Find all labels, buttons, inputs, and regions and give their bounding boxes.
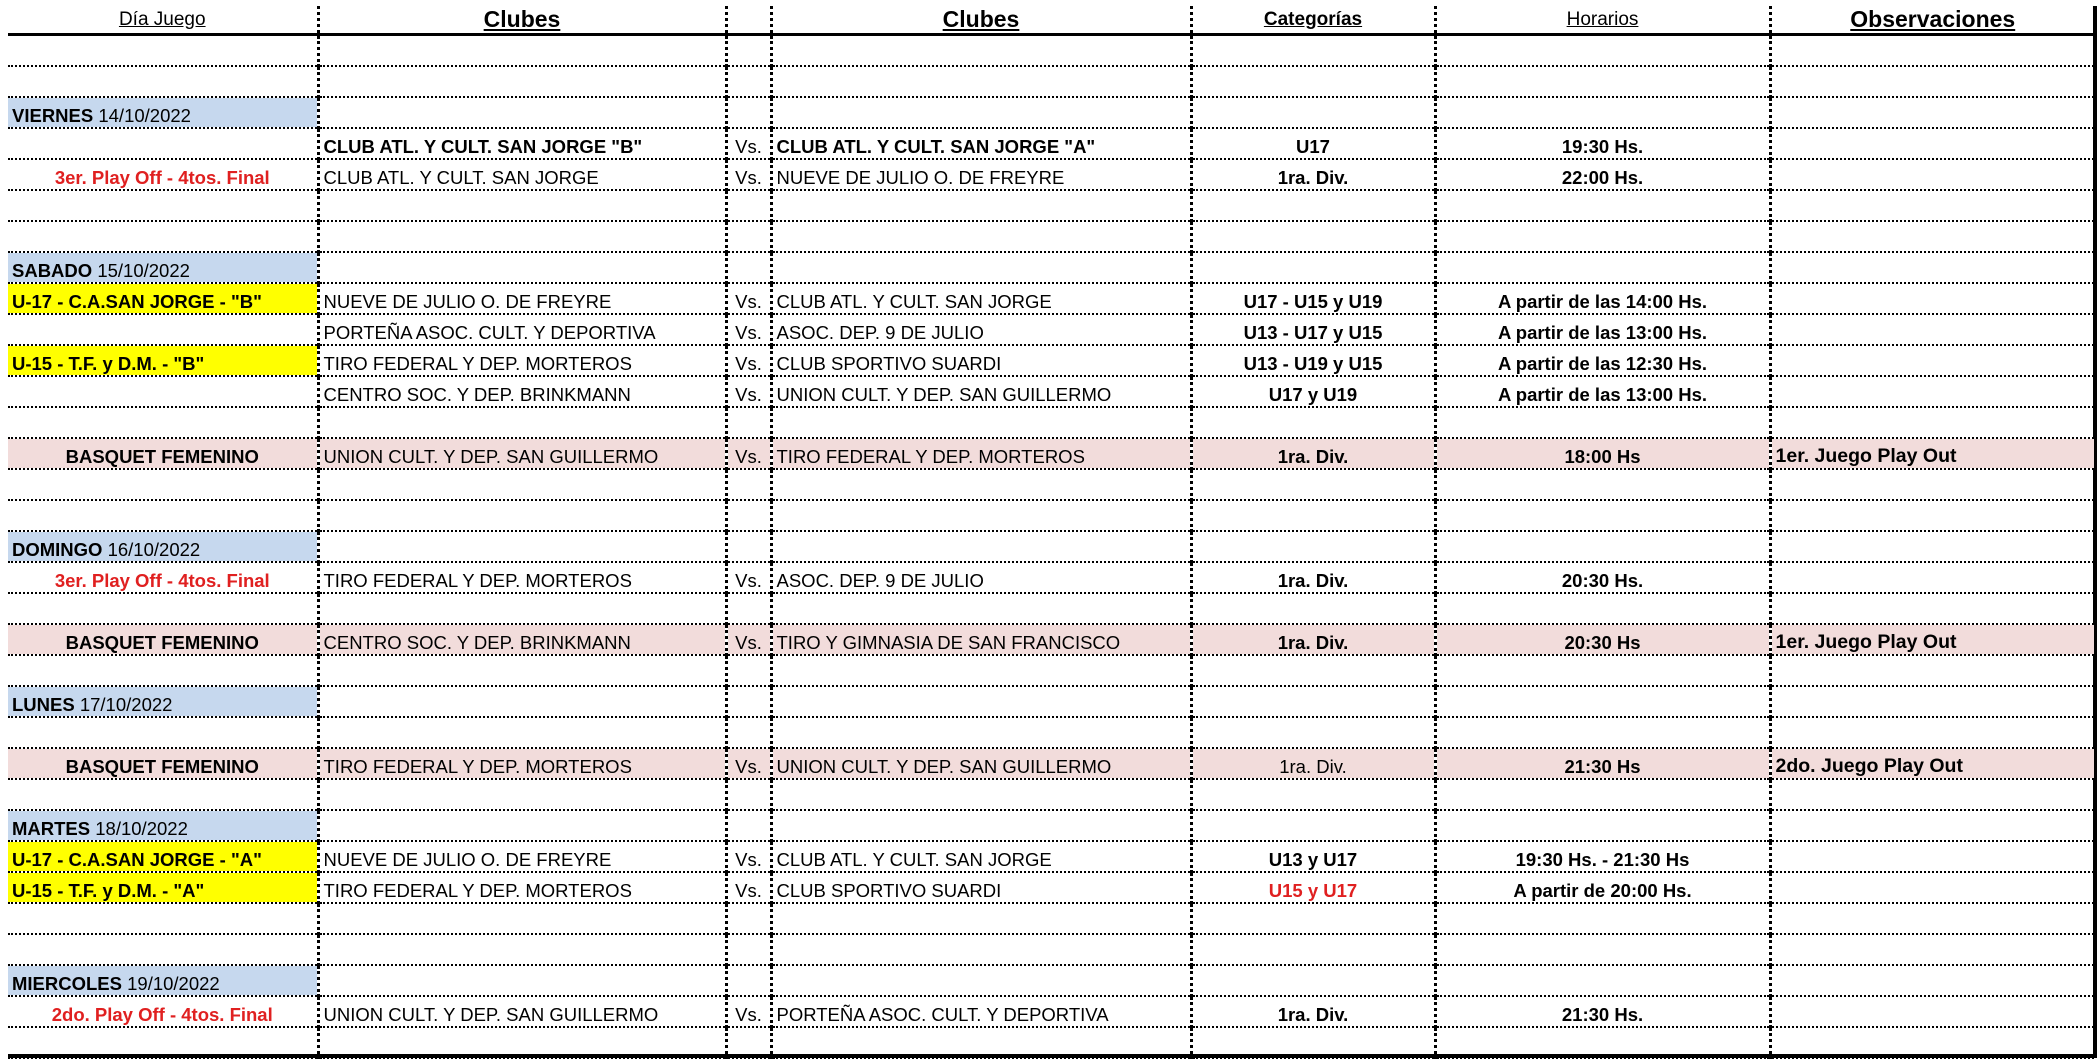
vs-label: Vs.: [726, 748, 771, 779]
club-visitante: CLUB ATL. Y CULT. SAN JORGE: [771, 841, 1191, 872]
header-row: [8, 6, 2094, 35]
vs-label: Vs.: [726, 159, 771, 190]
horario: 20:30 Hs.: [1435, 562, 1770, 593]
club-visitante: ASOC. DEP. 9 DE JULIO: [771, 562, 1191, 593]
observacion: [1770, 841, 2094, 872]
day-label-viernes: VIERNES 14/10/2022: [8, 97, 318, 128]
vs-label: Vs.: [726, 562, 771, 593]
club-local: TIRO FEDERAL Y DEP. MORTEROS: [318, 748, 726, 779]
club-visitante: CLUB ATL. Y CULT. SAN JORGE "A": [771, 128, 1191, 159]
game-row: [8, 314, 2094, 345]
game-row: [8, 376, 2094, 407]
day-label-martes: MARTES 18/10/2022: [8, 810, 318, 841]
game-label: 3er. Play Off - 4tos. Final: [8, 562, 318, 593]
horario: 19:30 Hs. - 21:30 Hs: [1435, 841, 1770, 872]
day-label-sabado: SABADO 15/10/2022: [8, 252, 318, 283]
header-horarios: Horarios: [1435, 6, 1770, 35]
club-local: CLUB ATL. Y CULT. SAN JORGE "B": [318, 128, 726, 159]
club-visitante: CLUB ATL. Y CULT. SAN JORGE: [771, 283, 1191, 314]
categoria: U17: [1191, 128, 1435, 159]
game-row: [8, 841, 2094, 872]
game-label: U-17 - C.A.SAN JORGE - "B": [8, 283, 318, 314]
game-row: [8, 345, 2094, 376]
blank-row: [8, 779, 2094, 810]
vs-label: Vs.: [726, 624, 771, 655]
game-row-femenino: [8, 748, 2094, 779]
horario: 22:00 Hs.: [1435, 159, 1770, 190]
header-clubes-local: Clubes: [318, 6, 726, 35]
game-row: [8, 996, 2094, 1027]
observacion: 1er. Juego Play Out: [1770, 624, 2094, 655]
vs-label: Vs.: [726, 283, 771, 314]
club-visitante: UNION CULT. Y DEP. SAN GUILLERMO: [771, 748, 1191, 779]
categoria: 1ra. Div.: [1191, 562, 1435, 593]
day-row-domingo: [8, 531, 2094, 562]
club-local: TIRO FEDERAL Y DEP. MORTEROS: [318, 562, 726, 593]
game-label: BASQUET FEMENINO: [8, 624, 318, 655]
horario: 21:30 Hs: [1435, 748, 1770, 779]
club-visitante: NUEVE DE JULIO O. DE FREYRE: [771, 159, 1191, 190]
club-visitante: ASOC. DEP. 9 DE JULIO: [771, 314, 1191, 345]
horario: A partir de las 14:00 Hs.: [1435, 283, 1770, 314]
club-visitante: PORTEÑA ASOC. CULT. Y DEPORTIVA: [771, 996, 1191, 1027]
club-local: TIRO FEDERAL Y DEP. MORTEROS: [318, 345, 726, 376]
vs-label: Vs.: [726, 314, 771, 345]
horario: 21:30 Hs.: [1435, 996, 1770, 1027]
game-label: [8, 128, 318, 159]
club-local: CENTRO SOC. Y DEP. BRINKMANN: [318, 624, 726, 655]
horario: A partir de las 13:00 Hs.: [1435, 314, 1770, 345]
day-row-lunes: [8, 686, 2094, 717]
game-label: BASQUET FEMENINO: [8, 748, 318, 779]
game-label: U-15 - T.F. y D.M. - "A": [8, 872, 318, 903]
observacion: 1er. Juego Play Out: [1770, 438, 2094, 469]
blank-row: [8, 655, 2094, 686]
observacion: [1770, 128, 2094, 159]
vs-label: Vs.: [726, 438, 771, 469]
vs-label: Vs.: [726, 996, 771, 1027]
blank-row: [8, 903, 2094, 934]
blank-row: [8, 407, 2094, 438]
observacion: [1770, 996, 2094, 1027]
club-visitante: CLUB SPORTIVO SUARDI: [771, 872, 1191, 903]
horario: 19:30 Hs.: [1435, 128, 1770, 159]
club-local: CLUB ATL. Y CULT. SAN JORGE: [318, 159, 726, 190]
categoria: U17 - U15 y U19: [1191, 283, 1435, 314]
club-visitante: TIRO FEDERAL Y DEP. MORTEROS: [771, 438, 1191, 469]
game-label: U-15 - T.F. y D.M. - "B": [8, 345, 318, 376]
day-label-lunes: LUNES 17/10/2022: [8, 686, 318, 717]
observacion: [1770, 283, 2094, 314]
horario: A partir de las 13:00 Hs.: [1435, 376, 1770, 407]
header-observaciones: Observaciones: [1770, 6, 2094, 35]
categoria: 1ra. Div.: [1191, 438, 1435, 469]
game-row-femenino: [8, 624, 2094, 655]
day-label-domingo: DOMINGO 16/10/2022: [8, 531, 318, 562]
vs-label: Vs.: [726, 345, 771, 376]
blank-row: [8, 1027, 2094, 1058]
club-local: PORTEÑA ASOC. CULT. Y DEPORTIVA: [318, 314, 726, 345]
observacion: 2do. Juego Play Out: [1770, 748, 2094, 779]
blank-row: [8, 35, 2094, 67]
game-label: [8, 314, 318, 345]
day-row-martes: [8, 810, 2094, 841]
observacion: [1770, 376, 2094, 407]
blank-row: [8, 469, 2094, 500]
game-row-femenino: [8, 438, 2094, 469]
game-label: [8, 376, 318, 407]
game-label: 3er. Play Off - 4tos. Final: [8, 159, 318, 190]
vs-label: Vs.: [726, 872, 771, 903]
blank-row: [8, 500, 2094, 531]
day-row-miercoles: [8, 965, 2094, 996]
categoria: 1ra. Div.: [1191, 159, 1435, 190]
observacion: [1770, 345, 2094, 376]
blank-row: [8, 66, 2094, 97]
game-row: [8, 562, 2094, 593]
schedule-sheet: [8, 6, 2097, 1058]
categoria: U13 - U17 y U15: [1191, 314, 1435, 345]
club-local: CENTRO SOC. Y DEP. BRINKMANN: [318, 376, 726, 407]
horario: A partir de 20:00 Hs.: [1435, 872, 1770, 903]
header-vs: [726, 6, 771, 35]
game-label: BASQUET FEMENINO: [8, 438, 318, 469]
categoria: 1ra. Div.: [1191, 748, 1435, 779]
horario: 20:30 Hs: [1435, 624, 1770, 655]
header-dia: Día Juego: [8, 6, 318, 35]
vs-label: Vs.: [726, 376, 771, 407]
categoria: U13 - U19 y U15: [1191, 345, 1435, 376]
blank-row: [8, 593, 2094, 624]
day-row-sabado: [8, 252, 2094, 283]
club-local: TIRO FEDERAL Y DEP. MORTEROS: [318, 872, 726, 903]
categoria: 1ra. Div.: [1191, 624, 1435, 655]
vs-label: Vs.: [726, 128, 771, 159]
club-local: NUEVE DE JULIO O. DE FREYRE: [318, 283, 726, 314]
club-visitante: UNION CULT. Y DEP. SAN GUILLERMO: [771, 376, 1191, 407]
horario: A partir de las 12:30 Hs.: [1435, 345, 1770, 376]
game-row: [8, 283, 2094, 314]
day-label-miercoles: MIERCOLES 19/10/2022: [8, 965, 318, 996]
day-row-viernes: [8, 97, 2094, 128]
categoria: 1ra. Div.: [1191, 996, 1435, 1027]
categoria: U17 y U19: [1191, 376, 1435, 407]
categoria: U15 y U17: [1191, 872, 1435, 903]
club-local: UNION CULT. Y DEP. SAN GUILLERMO: [318, 996, 726, 1027]
header-categorias: Categorías: [1191, 6, 1435, 35]
club-visitante: CLUB SPORTIVO SUARDI: [771, 345, 1191, 376]
club-visitante: TIRO Y GIMNASIA DE SAN FRANCISCO: [771, 624, 1191, 655]
observacion: [1770, 872, 2094, 903]
observacion: [1770, 314, 2094, 345]
vs-label: Vs.: [726, 841, 771, 872]
game-row: [8, 159, 2094, 190]
schedule-table: [8, 6, 2094, 1059]
game-label: U-17 - C.A.SAN JORGE - "A": [8, 841, 318, 872]
header-clubes-visitante: Clubes: [771, 6, 1191, 35]
club-local: UNION CULT. Y DEP. SAN GUILLERMO: [318, 438, 726, 469]
game-label: 2do. Play Off - 4tos. Final: [8, 996, 318, 1027]
club-local: NUEVE DE JULIO O. DE FREYRE: [318, 841, 726, 872]
game-row: [8, 872, 2094, 903]
blank-row: [8, 717, 2094, 748]
categoria: U13 y U17: [1191, 841, 1435, 872]
observacion: [1770, 562, 2094, 593]
horario: 18:00 Hs: [1435, 438, 1770, 469]
game-row: [8, 128, 2094, 159]
observacion: [1770, 159, 2094, 190]
blank-row: [8, 221, 2094, 252]
blank-row: [8, 934, 2094, 965]
blank-row: [8, 190, 2094, 221]
